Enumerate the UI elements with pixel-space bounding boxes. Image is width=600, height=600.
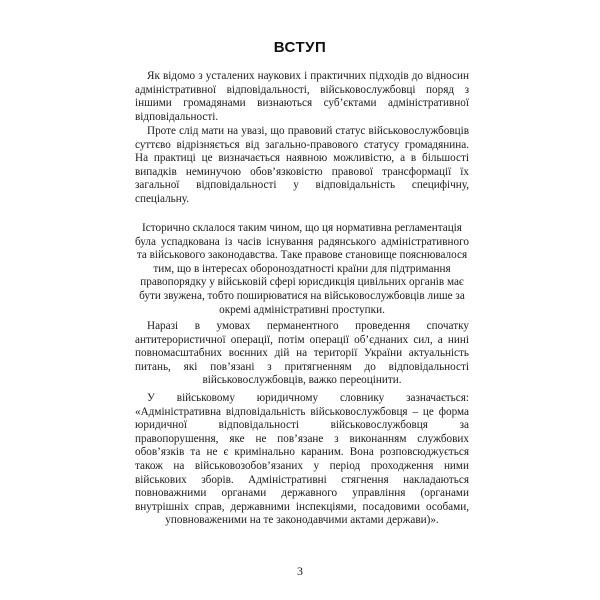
- text-line: спеціальну.: [135, 192, 190, 205]
- paragraph-2: [135, 125, 469, 207]
- text-line: правопорядку у військовій сфері юрисдикція цивільних органів має: [140, 276, 464, 289]
- text-line: адміністративної відповідальності, військовослужбовці поряд з: [135, 83, 469, 96]
- text-line: тим, що в інтересах обороноздатності країни для підтримання: [153, 262, 451, 275]
- text-line: військовослужбовців, важко переоцінити.: [202, 374, 402, 387]
- text-line: та військового законодавства. Таке правове становище пояснювалося: [136, 249, 468, 262]
- text-line: відповідальності.: [135, 110, 219, 123]
- text-line: юридичної відповідальності військовослужбовця за: [135, 419, 469, 432]
- paragraph-1: [135, 70, 469, 124]
- text-line: Історично склалося таким чином, що ця нормативна регламентація: [142, 222, 462, 234]
- paragraph-4: [135, 320, 469, 388]
- text-line: Як відомо з усталених наукових і практичних підходів до відносин: [147, 70, 469, 82]
- text-line: суттєво відрізняється від загально-правового статусу громадянина.: [135, 138, 469, 151]
- text-line: внутрішніх справ, державними інспекціями, посадовими особами,: [135, 500, 469, 513]
- text-line: Наразі в умовах перманентного проведення спочатку: [147, 320, 469, 332]
- paragraph-5: [135, 392, 469, 528]
- page-number: 3: [297, 564, 303, 578]
- text-line: На практиці це визначається наявною можливістю, а в більшості: [135, 152, 469, 165]
- page-heading: ВСТУП: [273, 39, 327, 56]
- text-line: антитерористичної операції, потім операції об’єднаних сил, а нині: [135, 333, 469, 346]
- text-line: обов’язків та не є кримінально караним. Вона розповсюджується: [135, 446, 469, 459]
- text-line: окремі адміністративні проступки.: [219, 303, 385, 316]
- text-line: була успадкована із часів існування радянського адміністративного: [135, 235, 469, 248]
- paragraph-3: [135, 222, 469, 317]
- text-line: також на військовозобов’язаних у період проходження ними: [135, 459, 469, 472]
- text-line: бути звужена, тобто поширюватися на військовослужбовців лише за: [139, 289, 465, 302]
- text-line: «Адміністративна відповідальність військовослужбовця – це форма: [135, 405, 469, 418]
- text-line: військових зборів. Адміністративні стягнення накладаються: [135, 473, 469, 486]
- text-line: іншими громадянами визнаються суб’єктами адміністративної: [135, 97, 469, 110]
- text-line: повноважними органами державного управління (органами: [135, 487, 469, 500]
- text-line: питань, які пов’язані з притягненням до відповідальності: [135, 360, 469, 373]
- text-line: У військовому юридичному словнику зазначається:: [147, 392, 469, 404]
- text-line: уповноваженими на те законодавчими актами держави)».: [165, 514, 439, 527]
- text-line: Проте слід мати на увазі, що правовий статус військовослужбовців: [147, 125, 469, 137]
- text-line: повномасштабних воєнних дій на території України актуальність: [135, 347, 469, 360]
- text-line: правопорушення, яке не пов’язане з виконанням службових: [135, 432, 469, 445]
- text-line: випадків неминучою обов’язковістю правової трансформації їх: [135, 165, 469, 178]
- text-line: загальної відповідальності у відповідальність специфічну,: [135, 179, 469, 192]
